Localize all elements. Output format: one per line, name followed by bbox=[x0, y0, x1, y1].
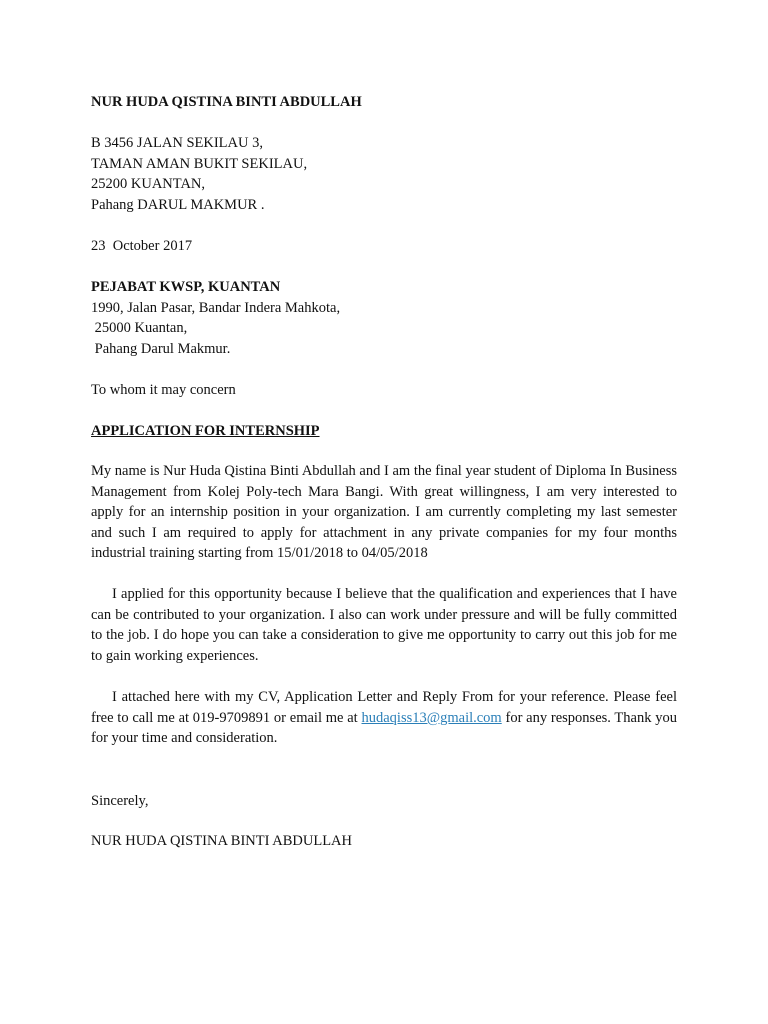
sender-address-line: TAMAN AMAN BUKIT SEKILAU, bbox=[91, 156, 308, 172]
signature-name: NUR HUDA QISTINA BINTI ABDULLAH bbox=[91, 833, 352, 849]
recipient-address-line: Pahang Darul Makmur. bbox=[91, 341, 231, 357]
body-paragraph-1: My name is Nur Huda Qistina Binti Abdullah and I am the final year student of Diploma In Business Management from Kolej Poly-tech Mara Bangi. With great willingness, I am very interested to apply for an internship position in your organization. I am currently completing my last semester and such I am required to apply for attachment in any private companies for my four months industrial training starting from 15/01/2018 to 04/05/2018 bbox=[91, 463, 677, 562]
recipient-address-line: 25000 Kuantan, bbox=[91, 320, 188, 336]
recipient-name: PEJABAT KWSP, KUANTAN bbox=[91, 279, 281, 295]
email-link[interactable]: hudaqiss13@gmail.com bbox=[361, 709, 502, 726]
sender-address-line: B 3456 JALAN SEKILAU 3, bbox=[91, 135, 263, 151]
body-paragraph-3-text: I attached here with my CV, Application Letter and Reply From for your reference. Please feel free to call me at 019-9709891 or email me at bbox=[91, 689, 677, 726]
body-paragraph-3-tail: for any responses. Thank you for your time and consideration. bbox=[91, 709, 677, 747]
salutation: To whom it may concern bbox=[91, 382, 236, 398]
letter-subject: APPLICATION FOR INTERNSHIP bbox=[91, 423, 320, 439]
sender-address-line: Pahang DARUL MAKMUR . bbox=[91, 197, 265, 213]
closing: Sincerely, bbox=[91, 793, 149, 809]
body-paragraph-3 bbox=[91, 687, 677, 749]
letter-date: 23 October 2017 bbox=[91, 238, 193, 254]
sender-name: NUR HUDA QISTINA BINTI ABDULLAH bbox=[91, 94, 362, 110]
recipient-address-line: 1990, Jalan Pasar, Bandar Indera Mahkota, bbox=[91, 300, 341, 316]
body-paragraph-2: I applied for this opportunity because I believe that the qualification and experiences that I have can be contributed to your organization. I also can work under pressure and will be fully committed to the job. I do hope you can take a consideration to give me opportunity to carry out this job for me to gain working experiences. bbox=[91, 586, 677, 664]
sender-address-line: 25200 KUANTAN, bbox=[91, 176, 206, 192]
